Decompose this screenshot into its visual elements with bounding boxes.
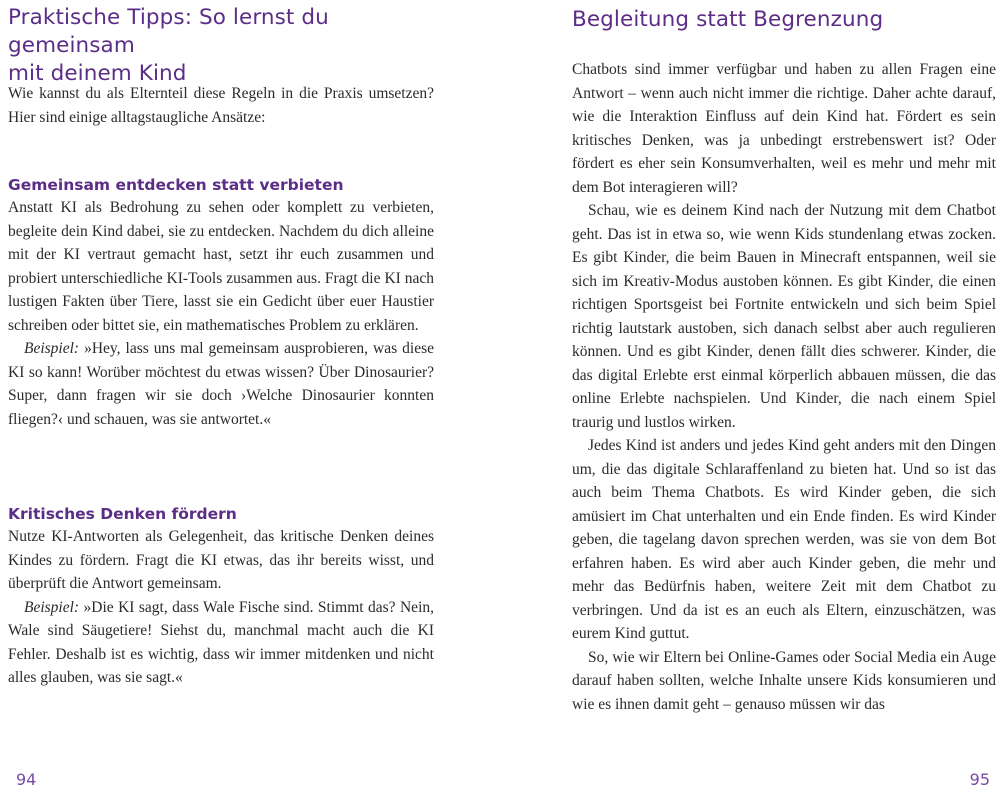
page-number-left: 94 — [16, 770, 37, 789]
right-page — [572, 0, 996, 800]
paragraph: Chatbots sind immer verfügbar und haben zu allen Fragen eine Antwort – wenn auch nicht immer die richtige. Daher achte darauf, wie die Interaktion Einfluss auf dein Kind hat. Fördert es sein kritisches Denken, was ja unbedingt erstrebenswert ist? Oder fördert es eher sein Konsumverhalten, weil es mehr und mehr mit dem Bot interagieren will? — [572, 61, 996, 196]
paragraph: Schau, wie es deinem Kind nach der Nutzung mit dem Chatbot geht. Das ist in etwa so, wie wenn Kids stundenlang etwas zocken. Es gibt Kinder, die beim Bauen in Minecraft entspannen, weil sie sich im Kreativ-Modus austoben können. Es gibt Kinder, die einen richtigen Sportsgeist bei Fortnite entwickeln und sich beim Spiel richtig lautstark austoben, sich danach selbst aber auch regulieren können. Und es gibt Kinder, denen fällt dies schwerer. Kinder, die das digital Erlebte erst einmal körperlich abbauen müssen, die das online Erlebte nachspielen. Und Kinder, die nach einem Spiel traurig und lustlos wirken. — [572, 202, 996, 431]
page-number-right: 95 — [969, 770, 990, 789]
intro-block — [8, 82, 434, 129]
section-critical-thinking — [8, 503, 434, 690]
paragraph: So, wie wir Eltern bei Online-Games oder Social Media ein Auge darauf haben sollten, welche Inhalte unsere Kids konsumieren und wie es ihnen damit geht – genauso müssen wir das — [572, 648, 996, 713]
example-critical-thinking — [8, 596, 434, 690]
section-body-discover: Anstatt KI als Bedrohung zu sehen oder komplett zu verbieten, begleite dein Kind dabei, sie zu entdecken. Nachdem du dich alleine mit der KI vertraut gemacht hast, setzt ihr euch zusammen und probiert unterschiedliche KI-Tools zusammen aus. Fragt die KI nach lustigen Fakten über Tiere, lasst sie ein Gedicht über euer Haustier schreiben oder bittet sie, ein mathematisches Problem zu erklären. — [8, 199, 434, 334]
chapter-heading — [8, 4, 434, 88]
example-label: Beispiel: — [24, 340, 80, 357]
example-label: Beispiel: — [24, 598, 80, 616]
section-heading-discover: Gemeinsam entdecken statt verbieten — [8, 176, 344, 194]
example-text: »Hey, lass uns mal gemeinsam ausprobieren, was diese KI so kann! Worüber möchtest du etwas wissen? Über Dinosaurier? Super, dann fragen wir sie doch ›Welche Dinosaurier konnten fliegen?‹ und schauen, was sie antwortet.« — [8, 340, 434, 428]
example-discover — [8, 337, 434, 431]
example-text: »Die KI sagt, dass Wale Fische sind. Stimmt das? Nein, Wale sind Säugetiere! Siehst du, manchmal macht auch die KI Fehler. Deshalb ist es wichtig, dass wir immer mitdenken und nicht alles glauben, was sie sagt.« — [8, 598, 434, 686]
section-body-critical-thinking: Nutze KI-Antworten als Gelegenheit, das kritische Denken deines Kindes zu fördern. Fragt die KI etwas, das ihr bereits wisst, und überprüft die Antwort gemeinsam. — [8, 528, 434, 592]
chapter-heading-line-1: Praktische Tipps: So lernst du gemeinsam — [8, 5, 329, 58]
chapter-heading-line-2: mit deinem Kind — [8, 61, 187, 86]
right-body — [572, 58, 996, 716]
left-page — [8, 0, 434, 800]
section-discover — [8, 174, 434, 431]
section-title: Begleitung statt Begrenzung — [572, 7, 884, 32]
intro-paragraph: Wie kannst du als Elternteil diese Regeln in die Praxis umsetzen? Hier sind einige alltagstaugliche Ansätze: — [8, 85, 434, 126]
section-heading-critical-thinking: Kritisches Denken fördern — [8, 505, 237, 523]
paragraph: Jedes Kind ist anders und jedes Kind geht anders mit den Dingen um, die das digitale Schlaraffenland zu bieten hat. Und so ist das auch beim Thema Chatbots. Es wird Kinder geben, die sich amüsiert im Chat unterhalten und ein Ende finden. Es wird Kinder geben, die tagelang davon sprechen werden, was sie von dem Bot erfahren haben. Es wird aber auch Kinder geben, die mehr und mehr das Bedürfnis haben, weitere Zeit mit dem Chatbot zu verbringen. Und da ist es an euch als Eltern, einzuschätzen, was eurem Kind guttut. — [572, 437, 996, 642]
